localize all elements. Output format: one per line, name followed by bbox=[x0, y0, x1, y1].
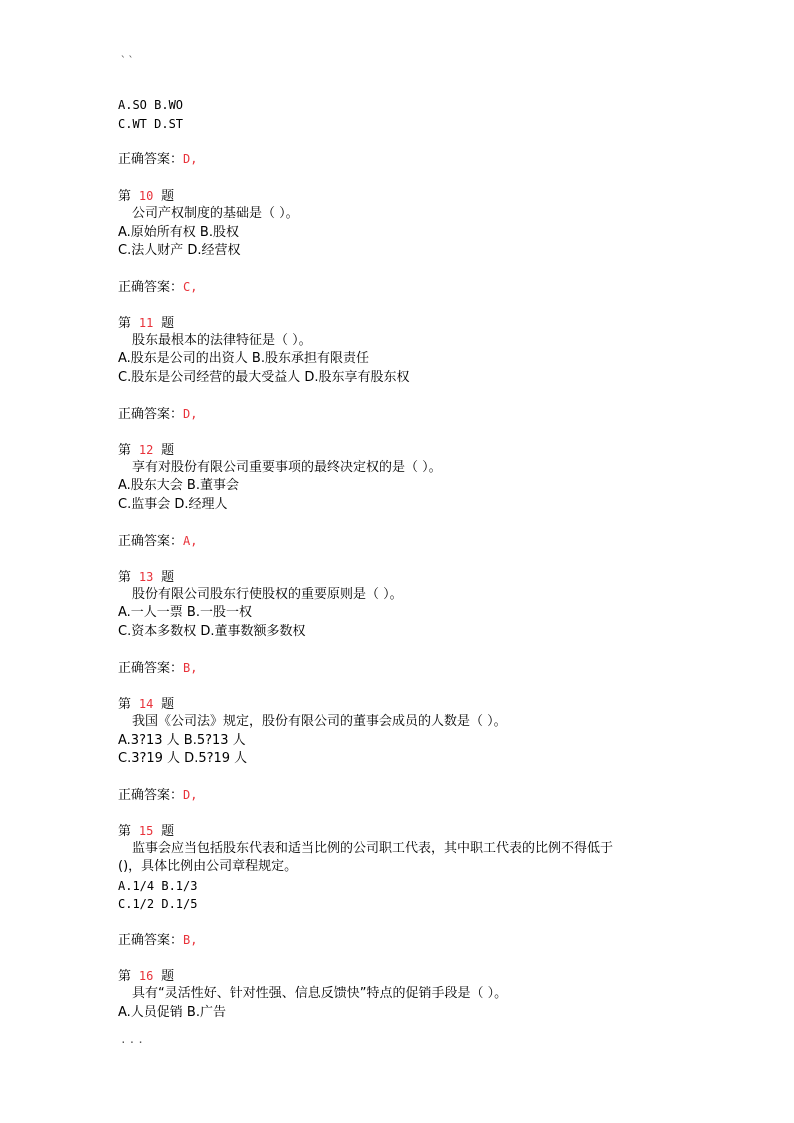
question-stem: 我国《公司法》规定，股份有限公司的董事会成员的人数是（ ）。 bbox=[132, 714, 507, 729]
question-suffix: 题 bbox=[161, 697, 175, 712]
question-suffix: 题 bbox=[161, 443, 175, 458]
answer-value: C, bbox=[183, 280, 198, 294]
question-stem: 享有对股份有限公司重要事项的最终决定权的是（ ）。 bbox=[132, 460, 442, 475]
answer-line bbox=[118, 931, 197, 950]
question-header bbox=[118, 967, 174, 986]
question-suffix: 题 bbox=[161, 189, 175, 204]
question-header bbox=[118, 314, 174, 333]
question-suffix: 题 bbox=[161, 316, 175, 331]
question-suffix: 题 bbox=[161, 824, 175, 839]
question-stem: 股份有限公司股东行使股权的重要原则是（ ）。 bbox=[132, 587, 403, 602]
option-line: A.1/4 B.1/3 bbox=[118, 879, 198, 893]
answer-label: 正确答案： bbox=[118, 661, 184, 676]
answer-line bbox=[118, 278, 197, 297]
question-suffix: 题 bbox=[161, 570, 175, 585]
option-line: A.3?13 人 B.5?13 人 bbox=[118, 733, 246, 748]
option-line: C.监事会 D.经理人 bbox=[118, 497, 228, 512]
answer-value: D, bbox=[183, 152, 198, 166]
question-stem: 具有“灵活性好、针对性强、信息反馈快”特点的促销手段是（ ）。 bbox=[132, 986, 508, 1001]
answer-label: 正确答案： bbox=[118, 788, 184, 803]
option-line: A.股东是公司的出资人 B.股东承担有限责任 bbox=[118, 351, 369, 366]
answer-label: 正确答案： bbox=[118, 280, 184, 295]
question-number: 11 bbox=[138, 316, 154, 330]
answer-label: 正确答案： bbox=[118, 933, 184, 948]
question-number: 15 bbox=[138, 824, 154, 838]
question-prefix: 第 bbox=[118, 189, 132, 204]
question-number: 12 bbox=[138, 443, 154, 457]
answer-line bbox=[118, 405, 197, 424]
question-stem: 公司产权制度的基础是（ ）。 bbox=[132, 206, 299, 221]
q9-options-line-2: C.WT D.ST bbox=[118, 117, 184, 131]
question-prefix: 第 bbox=[118, 443, 132, 458]
option-line: C.3?19 人 D.5?19 人 bbox=[118, 751, 248, 766]
question-stem: 股东最根本的法律特征是（ ）。 bbox=[132, 333, 312, 348]
answer-label: 正确答案： bbox=[118, 407, 184, 422]
question-header bbox=[118, 441, 174, 460]
answer-value: B, bbox=[183, 661, 198, 675]
option-line: A.人员促销 B.广告 bbox=[118, 1005, 226, 1020]
answer-value: B, bbox=[183, 933, 198, 947]
answer-line bbox=[118, 532, 197, 551]
question-number: 13 bbox=[138, 570, 154, 584]
answer-value: A, bbox=[183, 534, 198, 548]
question-number: 16 bbox=[138, 969, 154, 983]
option-line: A.原始所有权 B.股权 bbox=[118, 225, 239, 240]
question-header bbox=[118, 568, 174, 587]
q9-options-line-1: A.SO B.WO bbox=[118, 98, 184, 112]
question-number: 14 bbox=[138, 697, 154, 711]
question-suffix: 题 bbox=[161, 969, 175, 984]
question-number: 10 bbox=[138, 189, 154, 203]
option-line: C.1/2 D.1/5 bbox=[118, 897, 198, 911]
top-mark: `` bbox=[120, 54, 136, 67]
question-header bbox=[118, 695, 174, 714]
answer-line bbox=[118, 786, 197, 805]
question-prefix: 第 bbox=[118, 969, 132, 984]
answer-value: D, bbox=[183, 788, 198, 802]
option-line: C.法人财产 D.经营权 bbox=[118, 243, 241, 258]
question-stem-continued: ()，具体比例由公司章程规定。 bbox=[118, 859, 298, 874]
option-line: A.股东大会 B.董事会 bbox=[118, 478, 239, 493]
question-prefix: 第 bbox=[118, 570, 132, 585]
q9-answer bbox=[118, 150, 197, 169]
question-header bbox=[118, 822, 174, 841]
answer-label: 正确答案： bbox=[118, 152, 184, 167]
answer-line bbox=[118, 659, 197, 678]
bottom-mark: ... bbox=[120, 1033, 146, 1046]
question-header bbox=[118, 187, 174, 206]
question-prefix: 第 bbox=[118, 824, 132, 839]
answer-value: D, bbox=[183, 407, 198, 421]
option-line: C.股东是公司经营的最大受益人 D.股东享有股东权 bbox=[118, 370, 410, 385]
question-stem: 监事会应当包括股东代表和适当比例的公司职工代表，其中职工代表的比例不得低于 bbox=[132, 841, 614, 856]
answer-label: 正确答案： bbox=[118, 534, 184, 549]
option-line: C.资本多数权 D.董事数额多数权 bbox=[118, 624, 306, 639]
question-prefix: 第 bbox=[118, 316, 132, 331]
option-line: A.一人一票 B.一股一权 bbox=[118, 605, 252, 620]
question-prefix: 第 bbox=[118, 697, 132, 712]
